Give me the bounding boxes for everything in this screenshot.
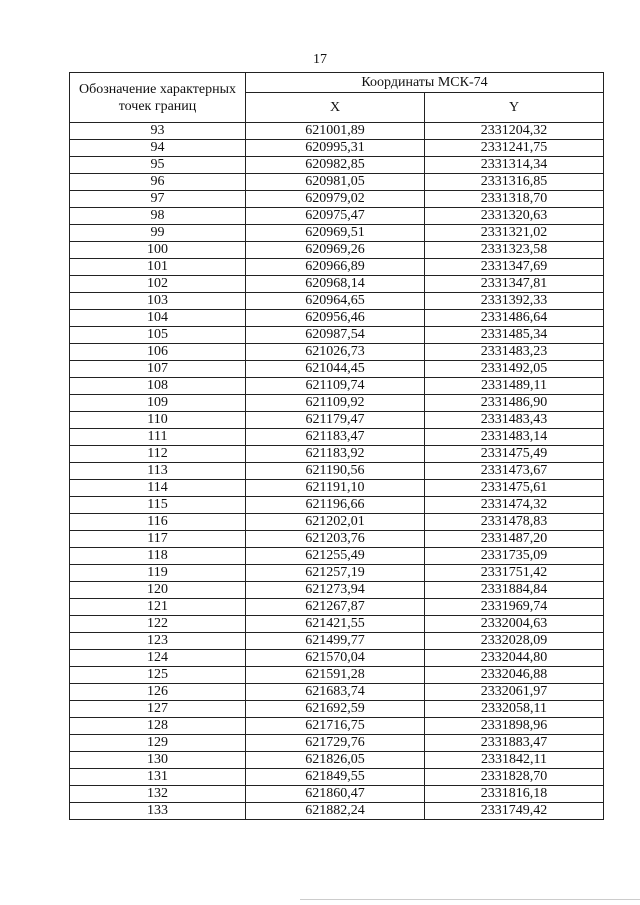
- x-coordinate-cell: 621882,24: [246, 803, 425, 820]
- coordinates-table: [69, 72, 604, 820]
- y-coordinate-cell: 2332028,09: [425, 633, 604, 650]
- table-body: [70, 123, 604, 820]
- x-coordinate-cell: 621203,76: [246, 531, 425, 548]
- y-coordinate-cell: 2331347,69: [425, 259, 604, 276]
- table-row: [70, 174, 604, 191]
- y-coordinate-cell: 2331828,70: [425, 769, 604, 786]
- y-coordinate-cell: 2331489,11: [425, 378, 604, 395]
- y-coordinate-cell: 2331241,75: [425, 140, 604, 157]
- x-coordinate-cell: 620982,85: [246, 157, 425, 174]
- table-row: [70, 786, 604, 803]
- y-coordinate-cell: 2332004,63: [425, 616, 604, 633]
- point-id-cell: 106: [70, 344, 246, 361]
- table-row: [70, 225, 604, 242]
- x-coordinate-cell: 621273,94: [246, 582, 425, 599]
- x-coordinate-cell: 620969,51: [246, 225, 425, 242]
- point-id-cell: 130: [70, 752, 246, 769]
- point-id-cell: 124: [70, 650, 246, 667]
- x-coordinate-cell: 621692,59: [246, 701, 425, 718]
- y-coordinate-cell: 2331314,34: [425, 157, 604, 174]
- point-id-cell: 133: [70, 803, 246, 820]
- point-id-cell: 128: [70, 718, 246, 735]
- x-coordinate-cell: 620956,46: [246, 310, 425, 327]
- y-coordinate-cell: 2331492,05: [425, 361, 604, 378]
- x-coordinate-cell: 620964,65: [246, 293, 425, 310]
- point-id-cell: 98: [70, 208, 246, 225]
- point-id-cell: 101: [70, 259, 246, 276]
- point-id-cell: 103: [70, 293, 246, 310]
- x-coordinate-cell: 621191,10: [246, 480, 425, 497]
- table-row: [70, 701, 604, 718]
- point-id-cell: 108: [70, 378, 246, 395]
- x-coordinate-cell: 620981,05: [246, 174, 425, 191]
- y-column-header: Y: [425, 93, 604, 123]
- x-coordinate-cell: 621729,76: [246, 735, 425, 752]
- table-row: [70, 310, 604, 327]
- point-column-header: Обозначение характерных точек границ: [70, 73, 246, 123]
- x-coordinate-cell: 620987,54: [246, 327, 425, 344]
- point-id-cell: 113: [70, 463, 246, 480]
- point-id-cell: 114: [70, 480, 246, 497]
- table-row: [70, 191, 604, 208]
- x-coordinate-cell: 621255,49: [246, 548, 425, 565]
- table-row: [70, 412, 604, 429]
- y-coordinate-cell: 2331478,83: [425, 514, 604, 531]
- point-id-cell: 107: [70, 361, 246, 378]
- y-coordinate-cell: 2331321,02: [425, 225, 604, 242]
- x-coordinate-cell: 621183,47: [246, 429, 425, 446]
- x-coordinate-cell: 621109,74: [246, 378, 425, 395]
- table-row: [70, 208, 604, 225]
- point-id-cell: 93: [70, 123, 246, 140]
- point-id-cell: 105: [70, 327, 246, 344]
- y-coordinate-cell: 2331751,42: [425, 565, 604, 582]
- x-coordinate-cell: 621267,87: [246, 599, 425, 616]
- table-row: [70, 123, 604, 140]
- x-coordinate-cell: 621421,55: [246, 616, 425, 633]
- table-row: [70, 446, 604, 463]
- x-coordinate-cell: 621849,55: [246, 769, 425, 786]
- point-id-cell: 99: [70, 225, 246, 242]
- y-coordinate-cell: 2331969,74: [425, 599, 604, 616]
- table-row: [70, 361, 604, 378]
- y-coordinate-cell: 2331483,14: [425, 429, 604, 446]
- table-row: [70, 531, 604, 548]
- table-row: [70, 378, 604, 395]
- table-row: [70, 650, 604, 667]
- point-id-cell: 125: [70, 667, 246, 684]
- y-coordinate-cell: 2331323,58: [425, 242, 604, 259]
- point-id-cell: 104: [70, 310, 246, 327]
- y-coordinate-cell: 2331898,96: [425, 718, 604, 735]
- point-id-cell: 96: [70, 174, 246, 191]
- point-id-cell: 120: [70, 582, 246, 599]
- table-row: [70, 395, 604, 412]
- x-coordinate-cell: 621001,89: [246, 123, 425, 140]
- y-coordinate-cell: 2331485,34: [425, 327, 604, 344]
- x-coordinate-cell: 621109,92: [246, 395, 425, 412]
- point-id-cell: 115: [70, 497, 246, 514]
- point-id-cell: 119: [70, 565, 246, 582]
- y-coordinate-cell: 2331749,42: [425, 803, 604, 820]
- y-coordinate-cell: 2331486,64: [425, 310, 604, 327]
- y-coordinate-cell: 2331318,70: [425, 191, 604, 208]
- y-coordinate-cell: 2331204,32: [425, 123, 604, 140]
- x-coordinate-cell: 621202,01: [246, 514, 425, 531]
- table-row: [70, 429, 604, 446]
- x-coordinate-cell: 621196,66: [246, 497, 425, 514]
- table-row: [70, 718, 604, 735]
- x-coordinate-cell: 620969,26: [246, 242, 425, 259]
- y-coordinate-cell: 2331474,32: [425, 497, 604, 514]
- table-row: [70, 616, 604, 633]
- table-row: [70, 565, 604, 582]
- table-row: [70, 684, 604, 701]
- y-coordinate-cell: 2331320,63: [425, 208, 604, 225]
- x-coordinate-cell: 621499,77: [246, 633, 425, 650]
- point-id-cell: 102: [70, 276, 246, 293]
- table-header: [70, 73, 604, 123]
- point-id-cell: 109: [70, 395, 246, 412]
- y-coordinate-cell: 2331483,23: [425, 344, 604, 361]
- point-id-cell: 121: [70, 599, 246, 616]
- point-id-cell: 94: [70, 140, 246, 157]
- x-coordinate-cell: 620995,31: [246, 140, 425, 157]
- table-row: [70, 480, 604, 497]
- y-coordinate-cell: 2331347,81: [425, 276, 604, 293]
- table-row: [70, 769, 604, 786]
- x-column-header: X: [246, 93, 425, 123]
- point-id-cell: 129: [70, 735, 246, 752]
- y-coordinate-cell: 2331483,43: [425, 412, 604, 429]
- y-coordinate-cell: 2331487,20: [425, 531, 604, 548]
- table-row: [70, 582, 604, 599]
- y-coordinate-cell: 2331486,90: [425, 395, 604, 412]
- point-id-cell: 131: [70, 769, 246, 786]
- point-id-cell: 122: [70, 616, 246, 633]
- table-row: [70, 514, 604, 531]
- coordinates-group-header: Координаты МСК-74: [246, 73, 604, 93]
- table-row: [70, 803, 604, 820]
- point-id-cell: 97: [70, 191, 246, 208]
- y-coordinate-cell: 2332058,11: [425, 701, 604, 718]
- x-coordinate-cell: 621183,92: [246, 446, 425, 463]
- point-id-cell: 132: [70, 786, 246, 803]
- point-id-cell: 126: [70, 684, 246, 701]
- table-row: [70, 276, 604, 293]
- table-row: [70, 327, 604, 344]
- table-row: [70, 633, 604, 650]
- y-coordinate-cell: 2332044,80: [425, 650, 604, 667]
- y-coordinate-cell: 2331884,84: [425, 582, 604, 599]
- table-row: [70, 497, 604, 514]
- y-coordinate-cell: 2332046,88: [425, 667, 604, 684]
- x-coordinate-cell: 621826,05: [246, 752, 425, 769]
- y-coordinate-cell: 2331883,47: [425, 735, 604, 752]
- x-coordinate-cell: 620968,14: [246, 276, 425, 293]
- x-coordinate-cell: 621257,19: [246, 565, 425, 582]
- table-row: [70, 548, 604, 565]
- table-row: [70, 667, 604, 684]
- x-coordinate-cell: 620966,89: [246, 259, 425, 276]
- table-row: [70, 293, 604, 310]
- y-coordinate-cell: 2331475,49: [425, 446, 604, 463]
- scan-edge-line: [300, 899, 640, 900]
- point-id-cell: 116: [70, 514, 246, 531]
- y-coordinate-cell: 2331842,11: [425, 752, 604, 769]
- x-coordinate-cell: 621570,04: [246, 650, 425, 667]
- table-row: [70, 735, 604, 752]
- point-id-cell: 95: [70, 157, 246, 174]
- point-id-cell: 118: [70, 548, 246, 565]
- table-row: [70, 344, 604, 361]
- x-coordinate-cell: 621716,75: [246, 718, 425, 735]
- page-number: 17: [313, 52, 327, 67]
- y-coordinate-cell: 2331475,61: [425, 480, 604, 497]
- x-coordinate-cell: 620979,02: [246, 191, 425, 208]
- table-row: [70, 463, 604, 480]
- x-coordinate-cell: 621044,45: [246, 361, 425, 378]
- table-row: [70, 242, 604, 259]
- x-coordinate-cell: 621591,28: [246, 667, 425, 684]
- x-coordinate-cell: 620975,47: [246, 208, 425, 225]
- y-coordinate-cell: 2331816,18: [425, 786, 604, 803]
- y-coordinate-cell: 2331735,09: [425, 548, 604, 565]
- point-id-cell: 100: [70, 242, 246, 259]
- y-coordinate-cell: 2331316,85: [425, 174, 604, 191]
- point-id-cell: 117: [70, 531, 246, 548]
- point-id-cell: 127: [70, 701, 246, 718]
- y-coordinate-cell: 2332061,97: [425, 684, 604, 701]
- y-coordinate-cell: 2331473,67: [425, 463, 604, 480]
- x-coordinate-cell: 621190,56: [246, 463, 425, 480]
- x-coordinate-cell: 621683,74: [246, 684, 425, 701]
- point-id-cell: 110: [70, 412, 246, 429]
- x-coordinate-cell: 621179,47: [246, 412, 425, 429]
- table-row: [70, 599, 604, 616]
- point-id-cell: 112: [70, 446, 246, 463]
- table-row: [70, 752, 604, 769]
- table-row: [70, 259, 604, 276]
- x-coordinate-cell: 621026,73: [246, 344, 425, 361]
- point-id-cell: 123: [70, 633, 246, 650]
- table-row: [70, 157, 604, 174]
- y-coordinate-cell: 2331392,33: [425, 293, 604, 310]
- point-id-cell: 111: [70, 429, 246, 446]
- table-row: [70, 140, 604, 157]
- x-coordinate-cell: 621860,47: [246, 786, 425, 803]
